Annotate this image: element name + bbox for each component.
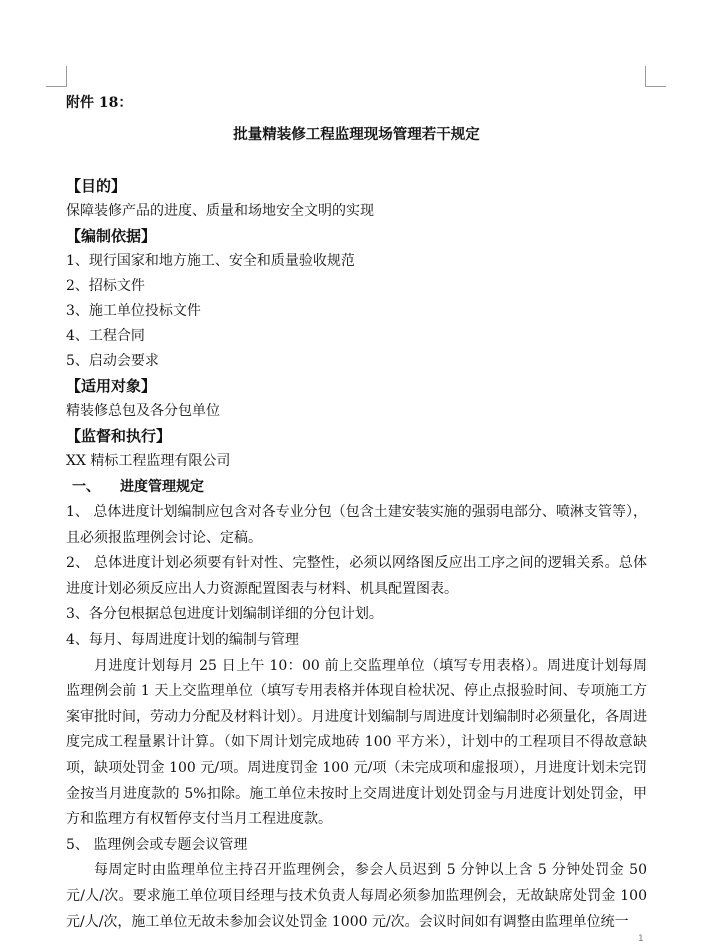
scope-text: 精装修总包及各分包单位 — [66, 403, 220, 419]
paragraph: 5、 监理例会或专题会议管理 — [66, 836, 248, 853]
document-title: 批量精装修工程监理现场管理若干规定 — [233, 126, 480, 143]
purpose-text: 保障装修产品的进度、质量和场地安全文明的实现 — [66, 203, 374, 219]
paragraph: 1、 总体进度计划编制应包含对各专业分包（包含土建安装实施的强弱电部分、喷淋支管等），且必须报监理例会讨论、定稿。 — [66, 504, 647, 546]
page-number: 1 — [638, 934, 644, 944]
document-body — [66, 92, 647, 935]
section-number: 一、 — [72, 479, 100, 495]
purpose-heading: 【目的】 — [66, 177, 127, 195]
page-corner-mark-top-left — [46, 66, 67, 87]
supervision-heading: 【监督和执行】 — [66, 427, 172, 445]
paragraph: 月进度计划每月 25 日上午 10：00 前上交监理单位（填写专用表格）。周进度计划每周监理例会前 1 天上交监理单位（填写专用表格并体现自检状况、停止点报验时间、专项施工方案审批时间，劳动力分配及材料计划）。月进度计划编制与周进度计划编制时必须量化，各周进度完成工程量累计计算。（如下周计划完成地砖 100 平方米），计划中的工程项目不得故意缺项，缺项处罚金 100 元/项。周进度罚金 100 元/项（未完成项和虚报项），月进度计划未完罚金按当月进度款的 5%扣除。施工单位未按时上交周进度计划处罚金与月进度计划处罚金，甲方和监理方有权暂停支付当月工程进度款。 — [66, 657, 647, 828]
paragraph: 3、各分包根据总包进度计划编制详细的分包计划。 — [66, 606, 383, 623]
page-corner-mark-top-right — [645, 66, 666, 87]
section-title: 进度管理规定 — [120, 479, 204, 495]
paragraph: 每周定时由监理单位主持召开监理例会，参会人员迟到 5 分钟以上含 5 分钟处罚金 50 元/人/次。要求施工单位项目经理与技术负责人每周必须参加监理例会，无故缺席处罚金 100 元/人/次，施工单位无故未参加会议处罚金 1000 元/次。会议时间如有调整由监理单位统一 — [66, 862, 647, 930]
scope-heading: 【适用对象】 — [66, 377, 157, 395]
supervision-text: XX 精标工程监理有限公司 — [66, 453, 231, 469]
basis-item: 2、招标文件 — [66, 278, 145, 294]
basis-item: 4、工程合同 — [66, 328, 145, 344]
basis-item: 5、启动会要求 — [66, 353, 159, 369]
paragraph: 4、每月、每周进度计划的编制与管理 — [66, 631, 299, 648]
basis-item: 3、施工单位投标文件 — [66, 303, 201, 319]
attachment-label: 附件 18： — [66, 95, 133, 111]
paragraph: 2、 总体进度计划必须要有针对性、完整性，必须以网络图反应出工序之间的逻辑关系。总体进度计划必须反应出人力资源配置图表与材料、机具配置图表。 — [66, 555, 647, 597]
basis-item: 1、现行国家和地方施工、安全和质量验收规范 — [66, 253, 355, 269]
section-heading — [72, 474, 647, 500]
basis-heading: 【编制依据】 — [66, 227, 157, 245]
